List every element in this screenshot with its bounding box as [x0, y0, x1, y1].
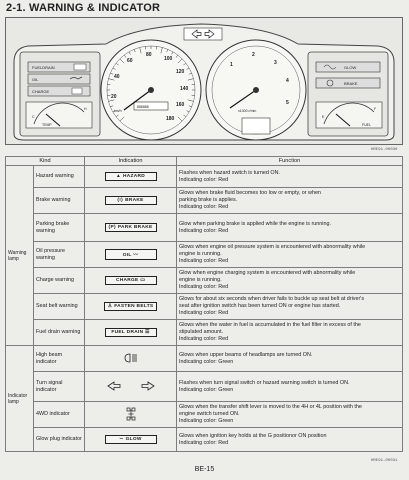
kind-cell: Parking brake warning [34, 214, 85, 242]
svg-text:1: 1 [230, 62, 233, 68]
indicator-cell [85, 166, 177, 188]
svg-text:40: 40 [114, 74, 120, 80]
table-row [6, 188, 403, 214]
table-row [6, 166, 403, 188]
battery-icon [72, 88, 82, 94]
indicator-cell [85, 294, 177, 320]
header-function: Function [177, 157, 403, 166]
fuel-drain-icon: ☰ [145, 330, 150, 335]
seat-belt-indicator: ♙ FASTEN BELTS [104, 302, 158, 311]
hazard-triangle-icon: ▲ [115, 174, 122, 179]
svg-text:H: H [84, 107, 87, 111]
park-brake-icon: (P) [108, 225, 116, 230]
svg-text:E: E [322, 115, 325, 119]
kind-cell: Glow plug indicator [34, 428, 85, 452]
svg-text:TEMP: TEMP [42, 123, 52, 127]
group-label-warning: Warning lamp [6, 166, 34, 346]
kind-cell: Fuel drain warning [34, 320, 85, 346]
oil-can-icon: 〰 [133, 253, 139, 258]
function-cell: Glows when brake fluid becomes too low or empty, or when parking brake is applies. Indicating color: Red [177, 188, 403, 214]
instrument-cluster-illustration [6, 18, 404, 146]
kind-cell: Turn signal indicator [34, 372, 85, 402]
indicator-cell [85, 346, 177, 372]
high-beam-icon [124, 353, 138, 363]
brake-circle-icon: (!) [117, 198, 124, 203]
table-row [6, 214, 403, 242]
kind-cell: High beam indicator [34, 346, 85, 372]
park-brake-indicator: (P) PARK BRAKE [105, 223, 157, 232]
glow-plug-icon: ∽ [119, 437, 124, 442]
svg-text:5: 5 [286, 100, 289, 106]
page-title: 2-1. WARNING & INDICATOR [6, 2, 161, 14]
charge-label: CHARGE [32, 89, 50, 94]
charge-indicator: CHARGE ▭ [105, 276, 157, 285]
warning-indicator-table [5, 156, 403, 452]
function-cell: Glows when ignition key holds at the G positionor ON position Indicating color: Red [177, 428, 403, 452]
figure-code-bottom: HRE91-00031 [371, 459, 398, 463]
function-cell: Flashes when hazard switch is turned ON. Indicating color: Red [177, 166, 403, 188]
indicator-cell [85, 214, 177, 242]
table-row [6, 428, 403, 452]
function-cell: Glow when engine charging system is encountered with abnormality while engine is running. Indicating color: Red [177, 268, 403, 294]
hazard-indicator: ▲ HAZARD [105, 172, 157, 181]
function-cell: Glows when engine oil pressure system is encountered with abnormality while engine is running. Indicating color: Red [177, 242, 403, 268]
brake-label: BRAKE [344, 81, 358, 86]
kind-cell: Oil pressure warning [34, 242, 85, 268]
function-cell: Glows for about six seconds when driver fails to buckle up seat belt at driver's seat after ignition switch has been turned ON or engine has started. Indicating color: Red [177, 294, 403, 320]
kind-cell: Seat belt warning [34, 294, 85, 320]
kind-cell: 4WD indicator [34, 402, 85, 428]
svg-text:160: 160 [176, 102, 185, 108]
table-row [6, 320, 403, 346]
svg-text:60: 60 [127, 58, 133, 64]
battery-icon: ▭ [140, 278, 146, 283]
oil-label: OIL [32, 77, 39, 82]
header-indication: Indication [85, 157, 177, 166]
svg-text:80: 80 [146, 52, 152, 58]
brake-indicator: (!) BRAKE [105, 196, 157, 205]
table-row [6, 372, 403, 402]
4wd-window [242, 118, 270, 134]
turn-signal-arrows-icon [106, 381, 156, 391]
svg-text:20: 20 [111, 94, 117, 100]
glow-label: GLOW [344, 65, 357, 70]
svg-text:100: 100 [164, 56, 173, 62]
svg-text:120: 120 [176, 69, 185, 75]
table-row [6, 268, 403, 294]
page-number: BE-15 [194, 466, 215, 473]
svg-text:140: 140 [180, 86, 189, 92]
glow-plug-indicator: ∽ GLOW [105, 435, 157, 444]
figure-code-top: HRE91-00030 [371, 148, 398, 152]
function-cell: Glows when upper beams of headlamps are turned ON. Indicating color: Green [177, 346, 403, 372]
svg-text:2: 2 [252, 52, 255, 58]
group-label-indicator: Indicator lamp [6, 346, 34, 452]
temp-gauge [26, 102, 92, 128]
table-row [6, 402, 403, 428]
fuel-drain-label: FUELDRAIN [32, 65, 55, 70]
table-row [6, 346, 403, 372]
odometer: 888888 [137, 105, 149, 109]
4wd-icon [126, 407, 136, 421]
function-cell: Glow when parking brake is applied while the engine is running. Indicating color: Red [177, 214, 403, 242]
header-kind: Kind [6, 157, 85, 166]
svg-text:FUEL: FUEL [362, 123, 371, 127]
kind-cell: Brake warning [34, 188, 85, 214]
function-cell: Flashes when turn signal switch or hazard warning switch is turned ON. Indicating color: Green [177, 372, 403, 402]
fuel-gauge [316, 102, 382, 128]
seat-belt-person-icon: ♙ [107, 304, 113, 309]
indicator-cell [85, 268, 177, 294]
kind-cell: Charge warning [34, 268, 85, 294]
kind-cell: Hazard warning [34, 166, 85, 188]
indicator-cell [85, 372, 177, 402]
svg-text:F: F [374, 107, 377, 111]
svg-text:x1000 r/min: x1000 r/min [238, 109, 257, 113]
svg-text:km/h: km/h [114, 109, 122, 113]
table-row [6, 242, 403, 268]
table-row [6, 294, 403, 320]
indicator-cell [85, 320, 177, 346]
oil-indicator: OIL 〰 [105, 249, 157, 260]
function-cell: Glows when the transfer shift lever is moved to the 4H or 4L position with the engine switch turned ON. Indicating color: Green [177, 402, 403, 428]
indicator-cell [85, 402, 177, 428]
function-cell: Glows when the water in fuel is accumulated in the fuel filter in excess of the stipulated amount. Indicating color: Red [177, 320, 403, 346]
table-header-row [6, 157, 403, 166]
svg-text:3: 3 [274, 60, 277, 66]
indicator-cell [85, 428, 177, 452]
svg-text:4: 4 [286, 78, 289, 84]
indicator-cell [85, 188, 177, 214]
svg-text:C: C [32, 115, 35, 119]
indicator-cell [85, 242, 177, 268]
fuel-drain-indicator: FUEL DRAIN ☰ [105, 328, 157, 337]
instrument-cluster-figure [5, 17, 403, 145]
svg-text:180: 180 [166, 116, 175, 122]
